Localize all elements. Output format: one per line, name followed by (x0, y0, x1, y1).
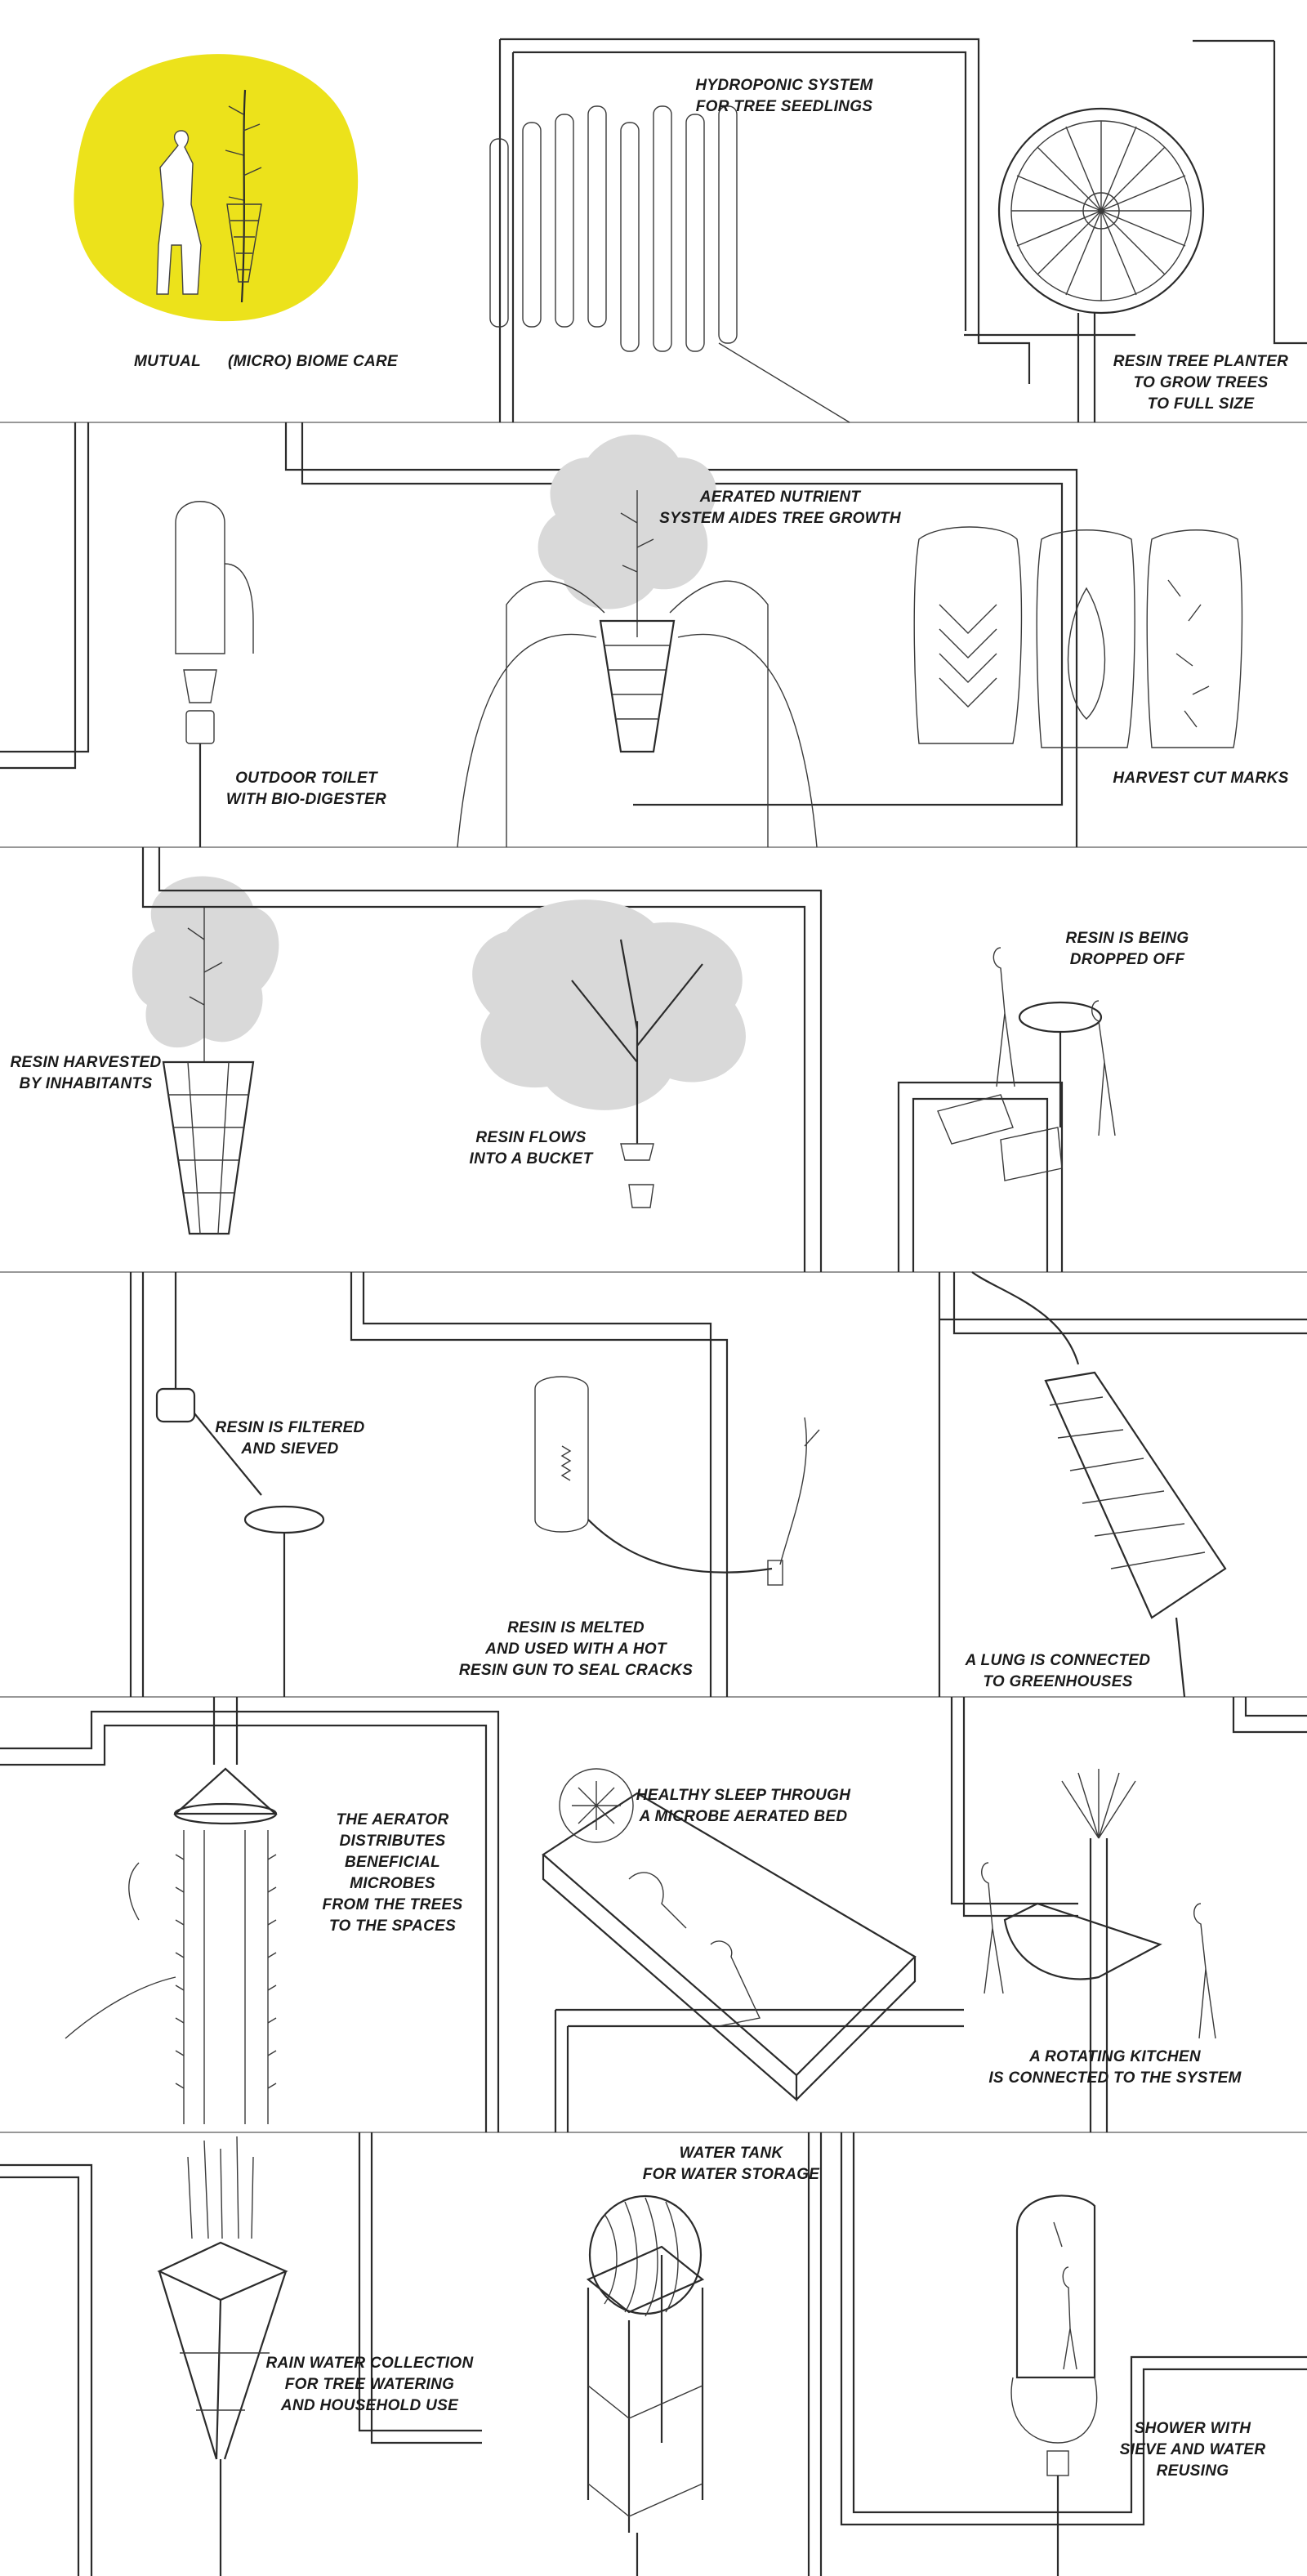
label-shower: SHOWER WITH SIEVE AND WATER REUSING (1119, 2420, 1266, 2480)
label-hydroponic-system: HYDROPONIC SYSTEM FOR TREE SEEDLINGS (695, 77, 873, 115)
harvest-cut-trunks (914, 527, 1242, 748)
label-resin-tree-planter: RESIN TREE PLANTER TO GROW TREES TO FULL SIZE (1113, 353, 1289, 413)
label-resin-flows: RESIN FLOWS INTO A BUCKET (469, 1129, 593, 1167)
label-micro-biome-care: (MICRO) BIOME CARE (227, 353, 399, 370)
resin-drop-off-station (899, 948, 1115, 1272)
label-outdoor-toilet: OUTDOOR TOILET WITH BIO-DIGESTER (225, 770, 387, 808)
label-aerator: THE AERATOR DISTRIBUTES BENEFICIAL MICROBES FROM THE TREES TO THE SPACES (322, 1811, 463, 1935)
label-resin-melted: RESIN IS MELTED AND USED WITH A HOT RESIN GUN TO SEAL CRACKS (458, 1619, 694, 1679)
aerated-nutrient-system (286, 422, 1077, 847)
label-rain-water: RAIN WATER COLLECTION FOR TREE WATERING AND HOUSEHOLD USE (265, 2355, 474, 2414)
label-aerated-nutrient: AERATED NUTRIENT SYSTEM AIDES TREE GROWTH (659, 489, 901, 527)
resin-filter-sieve (131, 1272, 323, 1697)
label-water-tank: WATER TANK FOR WATER STORAGE (642, 2145, 820, 2183)
label-resin-harvested: RESIN HARVESTED BY INHABITANTS (10, 1054, 162, 1092)
lung-greenhouse-connector (939, 1272, 1307, 1697)
label-healthy-sleep: HEALTHY SLEEP THROUGH A MICROBE AERATED BED (636, 1787, 851, 1825)
label-resin-dropped: RESIN IS BEING DROPPED OFF (1065, 930, 1189, 968)
water-tank-tower (588, 2132, 821, 2576)
label-lung-connected: A LUNG IS CONNECTED TO GREENHOUSES (965, 1652, 1151, 1690)
microbiome-illustration (74, 54, 358, 321)
yellow-biome-blob (74, 54, 358, 321)
shower-unit (841, 2132, 1307, 2576)
label-resin-filtered: RESIN IS FILTERED AND SIEVED (215, 1419, 365, 1458)
root-cage (600, 621, 674, 752)
label-mutual: MUTUAL (133, 353, 201, 370)
label-rotating-kitchen: A ROTATING KITCHEN IS CONNECTED TO THE SYSTEM (988, 2048, 1242, 2087)
label-harvest-cut-marks: HARVEST CUT MARKS (1113, 770, 1289, 787)
